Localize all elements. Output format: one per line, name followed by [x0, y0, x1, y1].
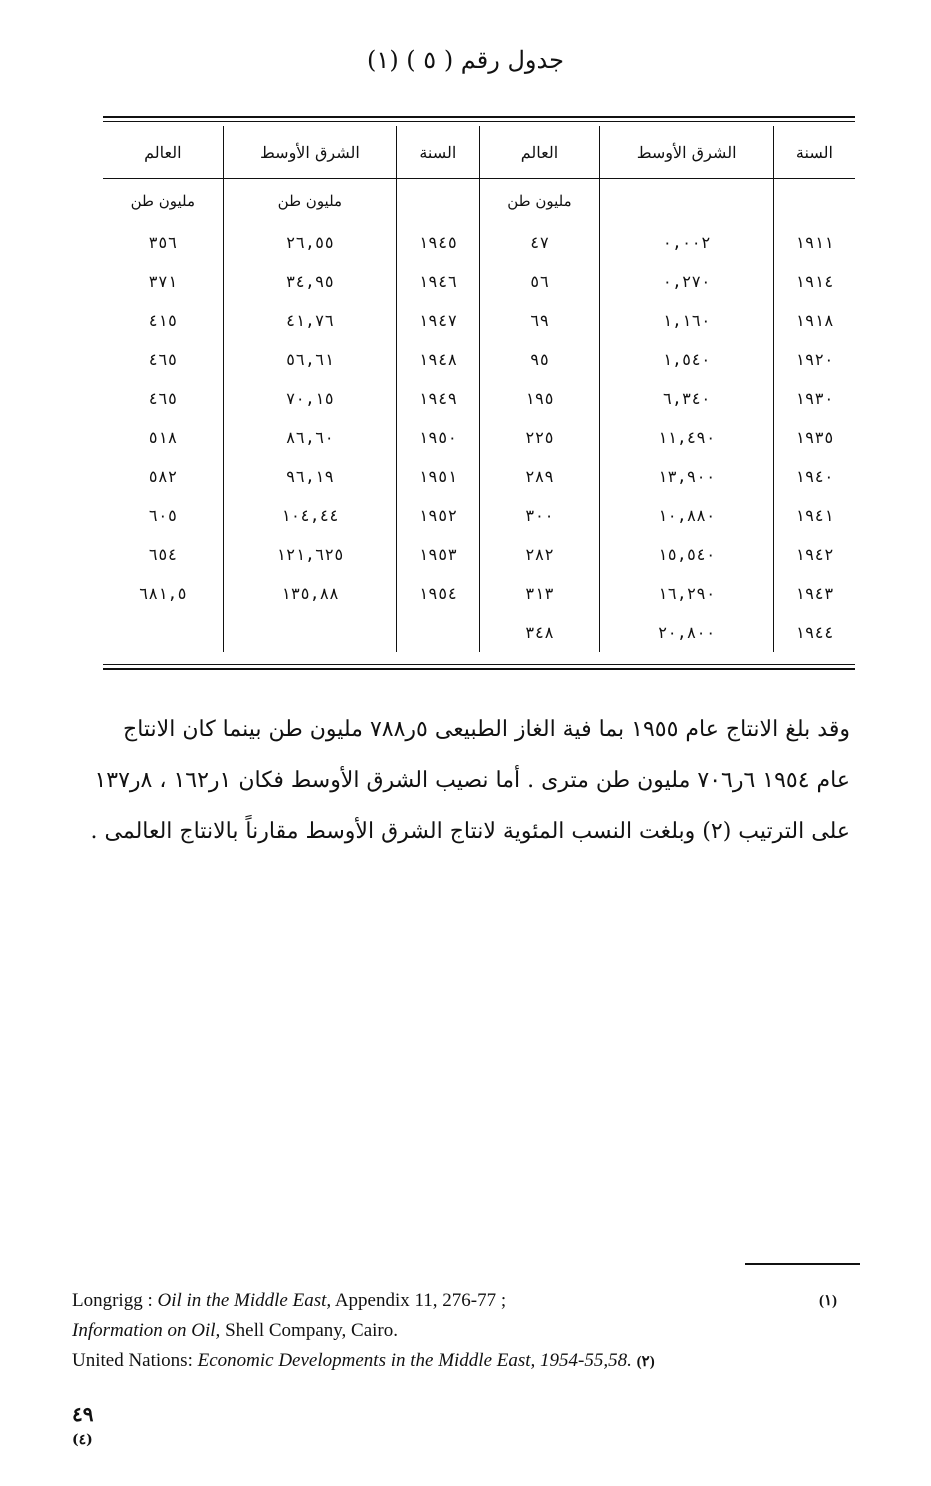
table-cell: ١٣,٩٠٠ [600, 457, 773, 496]
table-bottom-rule [103, 664, 855, 665]
footnote-publisher: Shell Company, Cairo. [225, 1320, 398, 1341]
table-cell: ١٥,٥٤٠ [600, 535, 773, 574]
footnote-1-continued [72, 1316, 837, 1346]
table-bottom-rule-outer [103, 668, 855, 670]
table-cell: ٥٨٢ [148, 467, 178, 486]
table-cell: ٩٦,١٩ [223, 457, 396, 496]
table-cell: ١٩٥٣ [397, 535, 479, 574]
table-cell: ١٩٢٠ [773, 340, 855, 379]
table-cell: ٣٧١ [148, 272, 178, 291]
unit-cell: مليون طن [223, 179, 396, 224]
table-cell: ١٩٤١ [773, 496, 855, 535]
table-cell: ١٩٥١ [397, 457, 479, 496]
table-cell: ٧٠,١٥ [223, 379, 396, 418]
table-cell: ٣٤,٩٥ [223, 262, 396, 301]
table-cell: ٤٦٥ [148, 350, 178, 369]
table-cell: ٥٦ [479, 262, 600, 301]
table-cell: ٦٩ [479, 301, 600, 340]
table-row [103, 223, 855, 262]
table-cell: ١٩٤٥ [397, 223, 479, 262]
footnote-1 [72, 1286, 837, 1316]
header-middle-east-1: الشرق الأوسط [600, 126, 773, 179]
table-cell: ٢٢٥ [479, 418, 600, 457]
paragraph-line: وقد بلغ الانتاج عام ١٩٥٥ بما فية الغاز الطبيعى ٥ر٧٨٨ مليون طن بينما كان الانتاج [123, 717, 850, 742]
units-row [103, 179, 855, 224]
table-cell: ٣١٣ [479, 574, 600, 613]
table-row [103, 340, 855, 379]
table-cell: ٢٨٩ [479, 457, 600, 496]
table-row [103, 574, 855, 613]
unit-cell [397, 179, 479, 224]
footnote-2 [72, 1346, 837, 1376]
oil-production-table [103, 126, 855, 652]
table-cell: ١٩٤٧ [397, 301, 479, 340]
table-cell: ٩٥ [479, 340, 600, 379]
table-cell: ٣٤٨ [479, 613, 600, 652]
table-cell: ١,٥٤٠ [600, 340, 773, 379]
table-title: جدول رقم ( ٥ ) (١) [367, 46, 564, 74]
table-cell: ٣٠٠ [479, 496, 600, 535]
unit-cell: مليون طن [130, 192, 196, 210]
table-row [103, 379, 855, 418]
footnote-pages: Appendix 11, 276-77 ; [334, 1290, 507, 1311]
table-row [103, 301, 855, 340]
page-signature: (٤) [72, 1432, 93, 1448]
footnote-work-title: Economic Developments in the Middle East, 1954-55,58. [197, 1350, 632, 1371]
table-cell: ١٣٥,٨٨ [223, 574, 396, 613]
table-cell: ٠,٠٠٢ [600, 223, 773, 262]
table-top-rule-inner [103, 121, 855, 122]
table-cell: ١٩٥٢ [397, 496, 479, 535]
table-cell: ١٩٤٩ [397, 379, 479, 418]
table-cell: ١٩١٤ [773, 262, 855, 301]
body-paragraph [80, 704, 850, 857]
table-cell: ١٠٤,٤٤ [223, 496, 396, 535]
table-cell: ٤٧ [479, 223, 600, 262]
table-cell: ٦,٣٤٠ [600, 379, 773, 418]
table-cell: ٢٠,٨٠٠ [600, 613, 773, 652]
table-top-rule [103, 116, 855, 118]
table-cell: ٤١,٧٦ [223, 301, 396, 340]
table-cell: ١٦,٢٩٠ [600, 574, 773, 613]
table-cell: ٦٠٥ [148, 506, 178, 525]
table-cell: ٤١٥ [148, 311, 178, 330]
table-cell: ٨٦,٦٠ [223, 418, 396, 457]
table-cell [223, 613, 396, 652]
table-cell: ٥١٨ [148, 428, 178, 447]
table-cell: ٣٥٦ [148, 233, 178, 252]
table-cell: ٢٨٢ [479, 535, 600, 574]
table-cell: ٥٦,٦١ [223, 340, 396, 379]
table-cell: ١٩٤٣ [773, 574, 855, 613]
footnote-marker: (١) [818, 1293, 837, 1309]
table-cell: ٠,٢٧٠ [600, 262, 773, 301]
table-cell: ١٩٣٥ [773, 418, 855, 457]
table-cell: ١٩٥٠ [397, 418, 479, 457]
unit-cell [773, 179, 855, 224]
footnote-work-title: Oil in the Middle East, [157, 1290, 332, 1311]
footnote-separator [745, 1263, 860, 1265]
table-cell: ١٩٤٤ [773, 613, 855, 652]
table-cell: ١٢١,٦٢٥ [223, 535, 396, 574]
footnote-work-title: Information on Oil, [72, 1320, 221, 1341]
unit-cell: مليون طن [479, 179, 600, 224]
table-header-row [103, 126, 855, 179]
table-cell: ١٩٤٢ [773, 535, 855, 574]
table-cell: ١,١٦٠ [600, 301, 773, 340]
footnote-marker: (٢) [636, 1354, 655, 1370]
header-year-1: السنة [773, 126, 855, 179]
header-middle-east-2: الشرق الأوسط [223, 126, 396, 179]
table-cell [103, 613, 223, 652]
header-year-2: السنة [397, 126, 479, 179]
table-cell: ١١,٤٩٠ [600, 418, 773, 457]
table-row [103, 535, 855, 574]
table-cell: ١٩٤٨ [397, 340, 479, 379]
table-cell: ٦٨١,٥ [138, 584, 187, 603]
page-number: ٤٩ [72, 1402, 94, 1426]
table-cell: ١٩١٨ [773, 301, 855, 340]
table-cell: ٢٦,٥٥ [223, 223, 396, 262]
footnote-author: United Nations: [72, 1350, 193, 1371]
table-cell: ١٩١١ [773, 223, 855, 262]
table-cell: ١٩٥٤ [397, 574, 479, 613]
table-cell: ١٩٣٠ [773, 379, 855, 418]
table-cell: ١٩٥ [479, 379, 600, 418]
paragraph-line: على الترتيب (٢) وبلغت النسب المئوية لانتاج الشرق الأوسط مقارناً بالانتاج العالمى . [90, 819, 850, 844]
footnotes [72, 1286, 837, 1376]
table-row [103, 418, 855, 457]
header-world-2: العالم [103, 126, 223, 179]
table-cell: ٦٥٤ [148, 545, 178, 564]
table-cell: ١٠,٨٨٠ [600, 496, 773, 535]
table-body [103, 179, 855, 653]
table-row [103, 613, 855, 652]
table-row [103, 262, 855, 301]
table-cell: ٤٦٥ [148, 389, 178, 408]
table-row [103, 496, 855, 535]
table-row [103, 457, 855, 496]
table-cell: ١٩٤٠ [773, 457, 855, 496]
paragraph-line: عام ١٩٥٤ ٦ر٧٠٦ مليون طن مترى . أما نصيب الشرق الأوسط فكان ١ر١٦٢ ، ٨ر١٣٧ [94, 768, 850, 793]
footnote-author: Longrigg : [72, 1290, 153, 1311]
unit-cell [600, 179, 773, 224]
table-cell: ١٩٤٦ [397, 262, 479, 301]
header-world-1: العالم [479, 126, 600, 179]
table-cell [397, 613, 479, 652]
